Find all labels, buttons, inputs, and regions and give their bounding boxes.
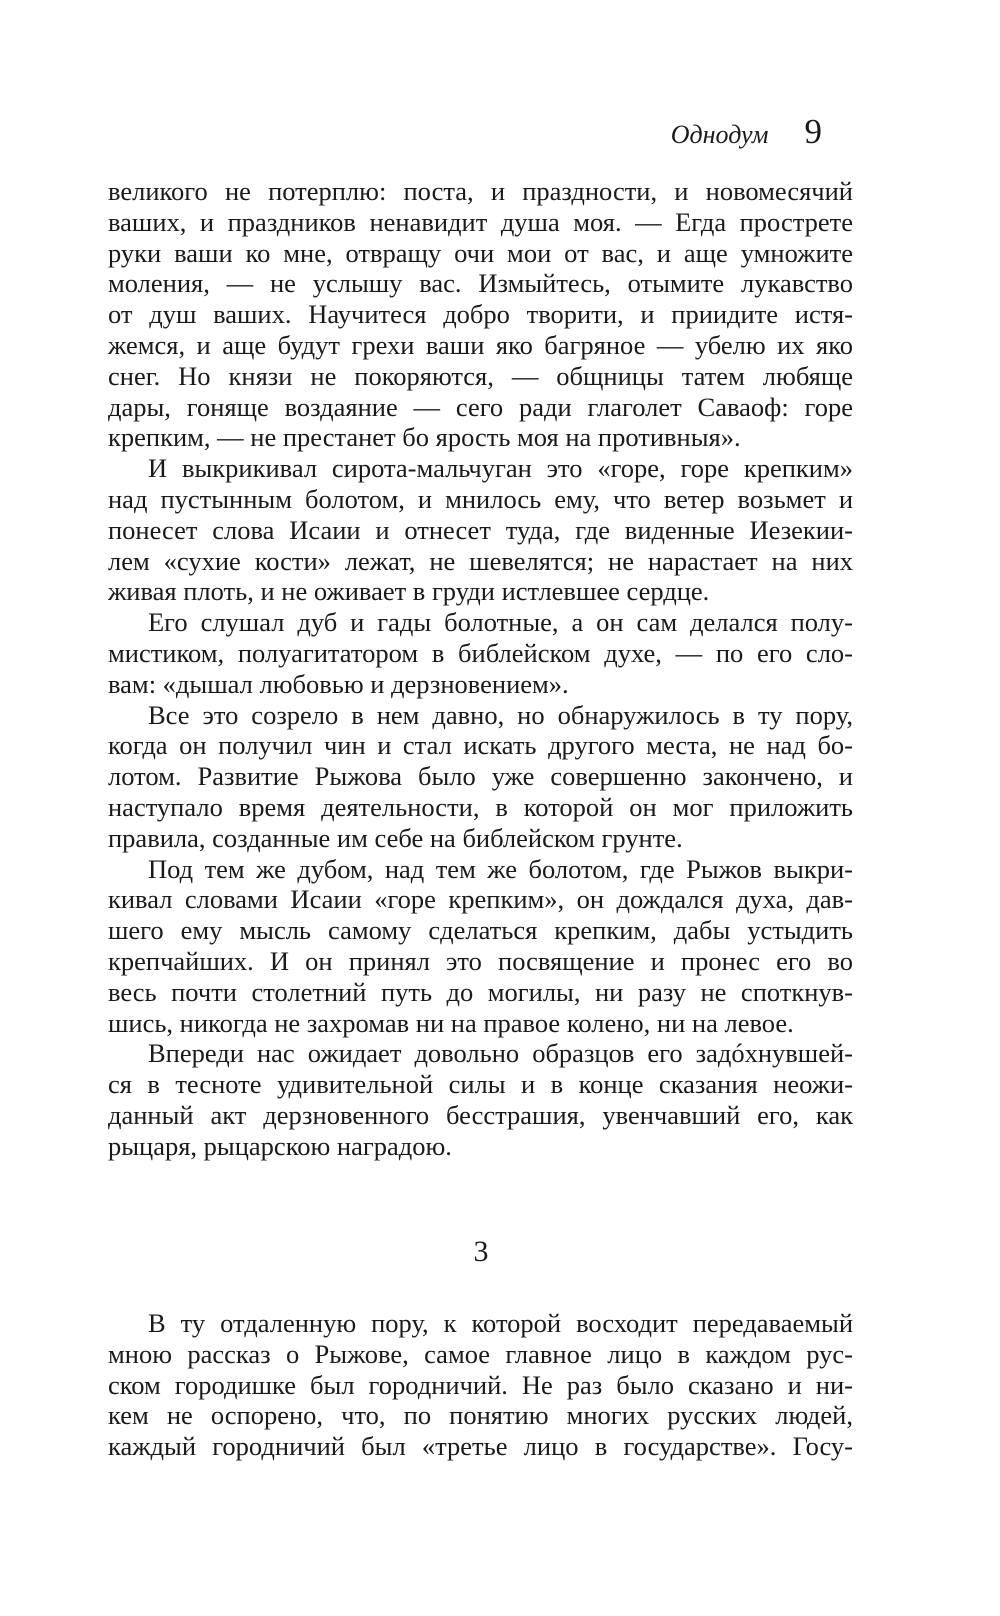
text-line: В ту отдаленную пору, к которой восходит передаваемый [148,1308,853,1338]
text-line: крепким, — не престанет бо ярость моя на противныя». [108,422,741,453]
text-line: крепчайших. И он принял это посвящение и пронес его во [108,945,853,976]
text-line: вам: «дышал любовью и дерзновением». [108,668,569,699]
text-line: весь почти столетний путь до могилы, ни разу не споткнув- [108,976,853,1007]
text-line: жемся, и аще будут грехи ваши яко багряное — убелю их яко [108,329,853,360]
text-line: ваших, и праздников ненавидит душа моя. — Егда прострете [108,206,853,237]
text-line: шего ему мысль самому сделаться крепким, дабы устыдить [108,915,853,946]
text-line: ся в тесноте удивительной силы и в конце сказания неожи- [108,1069,853,1100]
text-line: правила, созданные им себе на библейском грунте. [108,822,683,853]
text-line: лотом. Развитие Рыжова было уже совершенно закончено, и [108,761,853,792]
text-line: каждый городничий был «третье лицо в государстве». Госу- [108,1431,853,1462]
text-line: дары, гоняще воздаяние — сего ради глаголет Саваоф: горе [108,391,853,422]
page-number: 9 [804,112,822,151]
text-line: моления, — не услышу вас. Измыйтесь, отымите лукавство [108,268,853,299]
text-line: мистиком, полуагитатором в библейском духе, — по его сло- [108,637,853,668]
text-line: данный акт дерзновенного бесстрашия, увенчавший его, как [108,1099,853,1130]
text-line: Его слушал дуб и гады болотные, а он сам делался полу- [148,607,853,638]
text-line: И выкрикивал сирота-мальчуган это «горе, горе крепким» [148,453,853,484]
text-line: руки ваши ко мне, отвращу очи мои от вас, и аще умножите [108,237,853,268]
text-line: Все это созрело в нем давно, но обнаружилось в ту пору, [148,699,853,730]
text-line: кем не оспорено, что, по понятию многих русских людей, [108,1400,853,1431]
text-line: великого не потерплю: поста, и праздности, и новомесячий [108,176,853,206]
text-line: лем «сухие кости» лежат, не шевелятся; не нарастает на них [108,545,853,576]
text-line: над пустынным болотом, и мнилось ему, что ветер возьмет и [108,483,853,514]
text-line: когда он получил чин и стал искать другого места, не над бо- [108,730,853,761]
text-line: рыцаря, рыцарскою наградою. [108,1130,452,1161]
text-block-section-3 [108,1308,853,1462]
text-block-main [108,176,853,1162]
text-line: кивал словами Исаии «горе крепким», он дождался духа, дав- [108,884,853,915]
text-line: наступало время деятельности, в которой он мог приложить [108,791,853,822]
text-line: Впереди нас ожидает довольно образцов его задóхнувшей- [148,1038,853,1069]
text-line: от душ ваших. Научитеся добро творити, и приидите истя- [108,299,853,330]
text-line: снег. Но князи не покоряются, — общницы татем любяще [108,360,853,391]
running-head [671,112,822,162]
section-number: 3 [473,1235,489,1268]
text-line: Под тем же дубом, над тем же болотом, где Рыжов выкри- [148,853,853,884]
text-line: живая плоть, и не оживает в груди истлевшее сердце. [108,576,710,607]
running-title: Однодум [670,120,769,149]
text-line: понесет слова Исаии и отнесет туда, где виденные Иезекии- [108,514,853,545]
text-line: шись, никогда не захромав ни на правое колено, ни на левое. [108,1007,794,1038]
text-line: ском городишке был городничий. Не раз было сказано и ни- [108,1369,853,1400]
text-line: мною рассказ о Рыжове, самое главное лицо в каждом рус- [108,1338,853,1369]
